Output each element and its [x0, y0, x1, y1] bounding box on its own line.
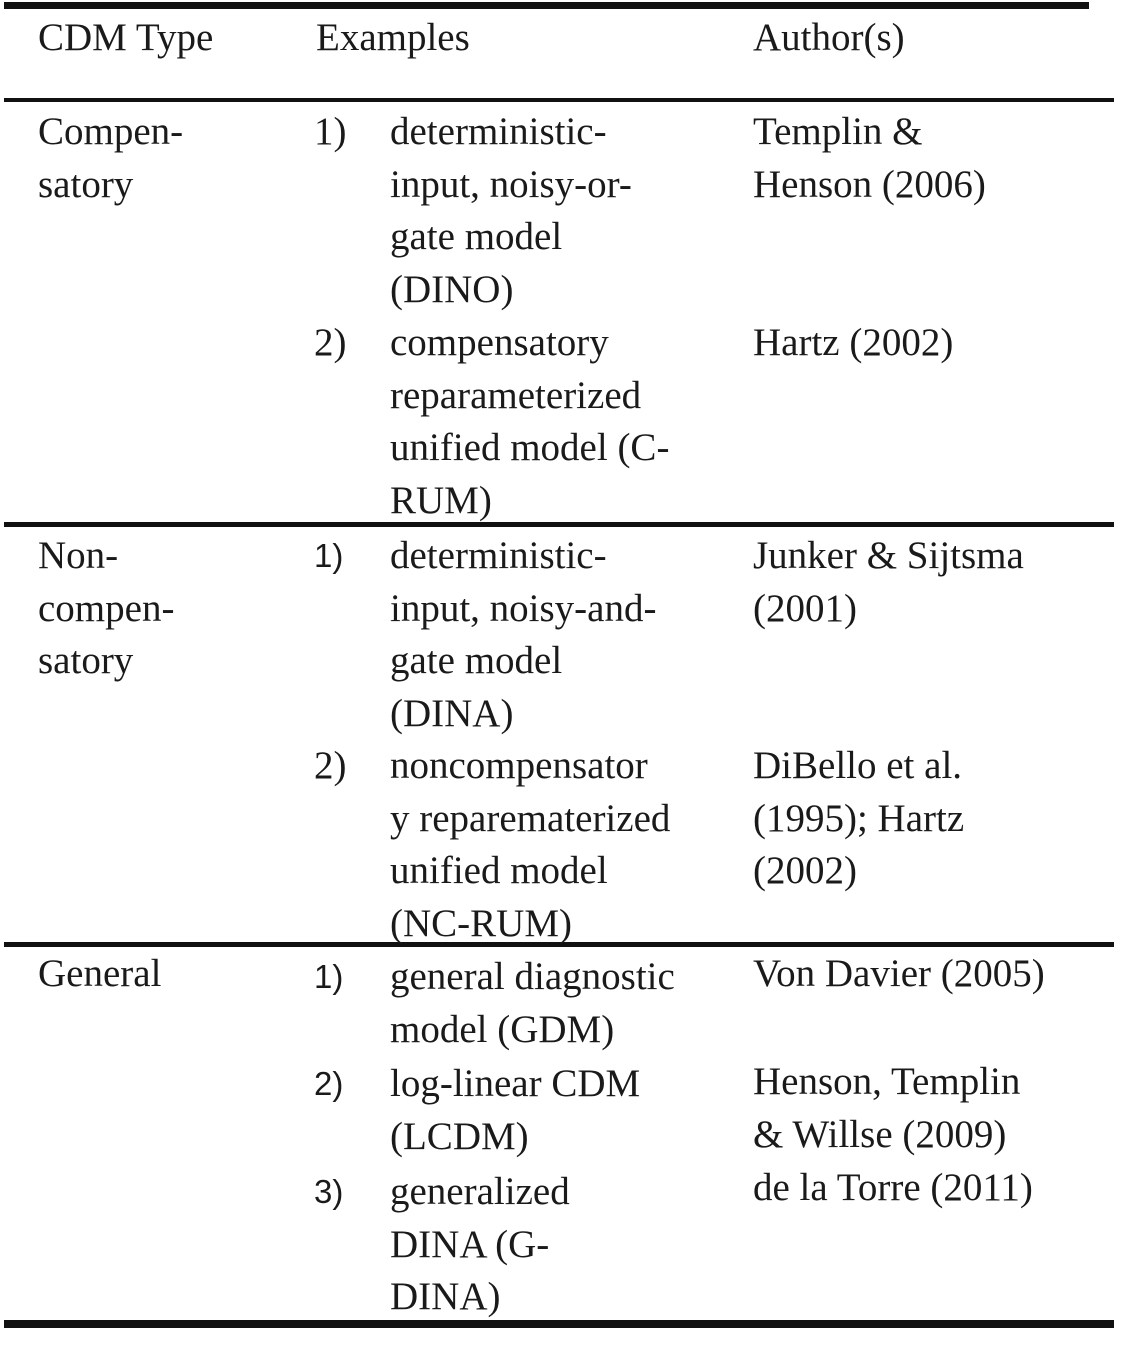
author-gdm: Von Davier (2005): [753, 952, 1045, 995]
model-lcdm: log-linear CDM (LCDM): [390, 1062, 641, 1158]
row-type-general: General: [38, 952, 162, 995]
item-number: 1): [314, 958, 344, 995]
item-number: 2): [314, 744, 347, 787]
author-g-dina: de la Torre (2011): [753, 1166, 1033, 1209]
header-examples: Examples: [316, 16, 470, 59]
header-bottom-rule: [4, 98, 1114, 102]
item-number: 2): [314, 321, 347, 364]
header-cdm-type: CDM Type: [38, 16, 214, 59]
model-nc-rum: noncompensator y reparematerized unified model (NC-RUM): [390, 744, 671, 945]
author-c-rum: Hartz (2002): [753, 321, 954, 364]
row-type-non-compensatory: Non- compen- satory: [38, 534, 175, 682]
row-type-compensatory: Compen- satory: [38, 110, 184, 206]
item-number: 2): [314, 1065, 344, 1102]
author-nc-rum: DiBello et al. (1995); Hartz (2002): [753, 744, 965, 892]
item-number: 1): [314, 537, 344, 574]
table-top-rule: [4, 2, 1089, 9]
author-dino: Templin & Henson (2006): [753, 110, 986, 206]
author-dina: Junker & Sijtsma (2001): [753, 534, 1024, 630]
author-lcdm: Henson, Templin & Willse (2009): [753, 1060, 1021, 1156]
model-dino: deterministic- input, noisy-or- gate model (DINO): [390, 110, 632, 311]
model-g-dina: generalized DINA (G- DINA): [390, 1170, 570, 1318]
item-number: 3): [314, 1173, 344, 1210]
item-number: 1): [314, 110, 347, 153]
model-c-rum: compensatory reparameterized unified model (C- RUM): [390, 321, 670, 522]
model-gdm: general diagnostic model (GDM): [390, 955, 675, 1051]
header-authors: Author(s): [753, 16, 905, 59]
model-dina: deterministic- input, noisy-and- gate model (DINA): [390, 534, 657, 735]
